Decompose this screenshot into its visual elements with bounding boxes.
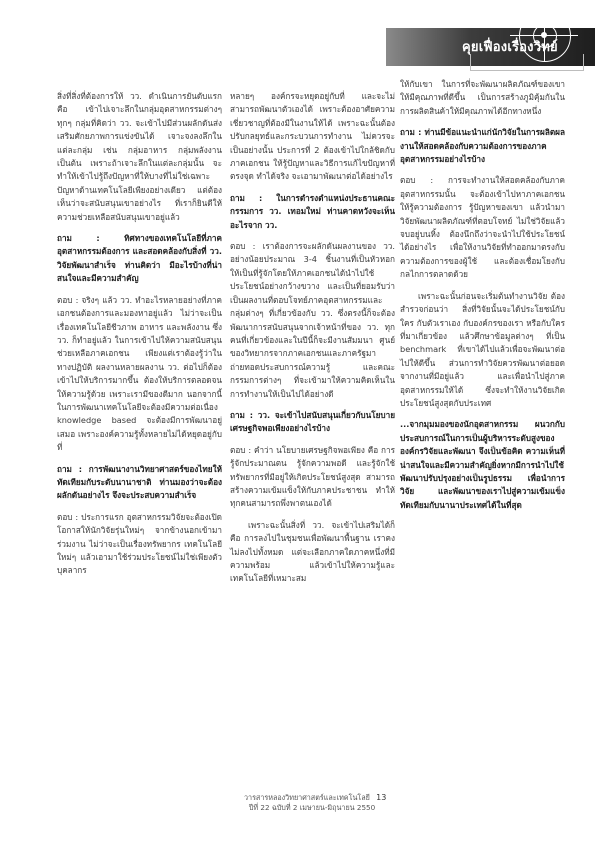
section-title: คุยเฟื่องเรื่องวิทย์ <box>462 40 558 55</box>
journal-title-line <box>244 793 387 803</box>
interview-answer: ตอบ : การจะทำงานให้สอดคล้องกับภาคอุตสาหกรรมนั้น จะต้องเข้าไปหาภาคเอกชน ให้รู้ความต้องการ รู้ปัญหาของเขา แล้วนำมาวิจัยพัฒนาผลิตภัณฑ์ที่ตอบโจทย์ ไม่ใช่วิจัยแล้วจบอยู่บนหิ้ง ต้องนึกถึงว่าจะนำไปใช้ประโยชน์ได้อย่างไร เพื่อให้งานวิจัยที่ทำออกมาตรงกับความต้องการของผู้ใช้ และต้องเชื่อมโยงกับกลไกการตลาดด้วย <box>400 175 565 280</box>
interview-answer: ตอบ : เราต้องการจะผลักดันผลงานของ วว. อย่างน้อยประมาณ 3-4 ชิ้นงานที่เป็นหัวหอก ให้เป็นที่รู้จักโดยให้ภาคเอกชนได้นำไปใช้ประโยชน์อย่างกว้างขวาง และเป็นที่ยอมรับว่าเป็นผลงานที่ตอบโจทย์ภาคอุตสาหกรรมและกลุ่มต่างๆ ที่เกี่ยวข้องกับ วว. ซึ่งตรงนี้ก็จะต้องพัฒนาการสนับสนุนจากเจ้าหน้าที่ของ วว. ทุกคนที่เกี่ยวข้องและในปีนี้ก็จะมีงานสัมมนา ศูนย์ของวิทยากรจากภาคเอกชนและภาครัฐมาถ่ายทอดประสบการณ์ความรู้ และคณะกรรมการต่างๆ ที่จะเข้ามาให้ความคิดเห็นในการทำงานให้เป็นไปได้อย่างดี <box>230 241 395 399</box>
interview-question: ถาม : วว. จะเข้าไปสนับสนุนเกี่ยวกับนโยบายเศรษฐกิจพอเพียงอย่างไรบ้าง <box>230 409 395 434</box>
interview-answer: ตอบ : ประการแรก อุตสาหกรรมวิจัยจะต้องเปิดโอกาสให้นักวิจัยรุ่นใหม่ๆ จากข้างนอกเข้ามาร่วมงาน ไม่ว่าจะเป็นเรื่องทรัพยากร เทคโนโลยีใหม่ๆ แล้วเอามาใช้ร่วมประโยชน์ไม่ใช่เพียงตัวบุคลากร <box>57 511 222 576</box>
interview-question: ถาม : ในการดำรงตำแหน่งประธานคณะกรรมการ วว. เทอมใหม่ ท่านคาดหวังจะเห็นอะไรจาก วว. <box>230 192 395 230</box>
body-paragraph: เพราะฉะนั้นก่อนจะเริ่มต้นทำงานวิจัย ต้องสำรวจก่อนว่า สิ่งที่วิจัยนั้นจะได้ประโยชน์กับใคร กับตัวเราเอง กับองค์กรของเรา หรือกับใคร ที่มาเกี่ยวข้อง แล้วศึกษาข้อมูลต่างๆ ที่เป็น benchmark ที่เขาได้ไปแล้วเพื่อจะพัฒนาต่อไปให้ดีขึ้น ส่วนการทำวิจัยควรพัฒนาต่อยอดจากงานที่มีอยู่แล้ว และเพื่อนำไปสู่ภาคอุตสาหกรรมให้ได้ ซึ่งจะทำให้งานวิจัยเกิดประโยชน์สูงสุดกับประเทศ <box>400 290 565 408</box>
article-column-3 <box>400 78 565 520</box>
interview-question: ถาม : ท่านมีข้อแนะนำแก่นักวิจัยในการผลิตผลงานให้สอดคล้องกับความต้องการของภาคอุตสาหกรรมอย่างไรบ้าง <box>400 127 565 165</box>
page-footer <box>244 793 387 813</box>
article-column-1 <box>57 90 222 586</box>
closing-statement: ...จากมุมมองของนักอุตสาหกรรม ผนวกกับประสบการณ์ในการเป็นผู้บริหารระดับสูงขององค์กรวิจัยและพัฒนา จึงเป็นข้อคิด ความเห็นที่น่าสนใจและมีความสำคัญยิ่งหากมีการนำไปใช้พัฒนาปรับปรุงอย่างเป็นรูปธรรม เพื่อนำการวิจัย และพัฒนาของเราไปสู่ความเข้มแข็ง ทัดเทียมกับนานาประเทศได้ในที่สุด <box>400 419 565 510</box>
journal-name: วารสารหลองวิทยาศาสตร์และเทคโนโลยี <box>244 793 370 802</box>
interview-question: ถาม : การพัฒนางานวิทยาศาสตร์ของไทยให้ทัดเทียมกับระดับนานาชาติ ท่านมองว่าจะต้องผลักดันอย่างไร จึงจะประสบความสำเร็จ <box>57 463 222 501</box>
interview-answer: ตอบ : จริงๆ แล้ว วว. ทำอะไรหลายอย่างที่ภาคเอกชนต้องการและมองหาอยู่แล้ว ไม่ว่าจะเป็นเรื่องเทคโนโลยีชีวภาพ อาหาร และพลังงาน ซึ่ง วว. ก็ทำอยู่แล้ว ในการเข้าไปให้ความสนับสนุนช่วยเหลือภาคเอกชน เพียงแต่เราต้องรู้ว่าในทางปฏิบัติ ผลงานหลายผลงาน วว. ต่อไปก็ต้องเข้าไปให้บริการมากขึ้น ต้องให้บริการตลอดจนให้ความรู้ด้วย เพราะเรามีของดีมาก นอกจากนี้ในการพัฒนาเทคโนโลยีจะต้องมีความต่อเนื่อง knowledge based จะต้องมีการพัฒนาอยู่เสมอ เพราะองค์ความรู้ทั้งหลายไม่ได้หยุดอยู่กับที่ <box>57 294 222 453</box>
issue-info: ปีที่ 22 ฉบับที่ 2 เมษายน-มิถุนายน 2550 <box>248 803 376 812</box>
article-column-2 <box>230 90 395 594</box>
interview-answer: ตอบ : คำว่า นโยบายเศรษฐกิจพอเพียง คือ การรู้จักประมาณตน รู้จักความพอดี และรู้จักใช้ทรัพยากรที่มีอยู่ให้เกิดประโยชน์สูงสุด สามารถสร้างความเข้มแข็งให้กับภาคประชาชน ทำให้ทุกคนสามารถพึ่งพาตนเองได้ <box>230 444 395 509</box>
interview-question: ถาม : ทิศทางของเทคโนโลยีที่ภาคอุตสาหกรรมต้องการ และสอดคล้องกับสิ่งที่ วว. วิจัยพัฒนาสำเร็จ ท่านคิดว่า มีอะไรบ้างที่น่าสนใจและมีความสำคัญ <box>57 233 222 284</box>
body-paragraph: สิ่งที่สิ่งที่ต้องการให้ วว. ดำเนินการยันดับแรกคือ เข้าไปเจาะลึกในกลุ่มอุตสาหกรรมต่างๆ ทุกๆ กลุ่มที่คิดว่า วว. จะเข้าไปมีส่วนผลักดันส่งเสริมศักยภาพการแข่งขันได้ เจาะจงลงลึกในแต่ละกลุ่ม เช่น กลุ่มอาหาร กลุ่มพลังงาน เป็นต้น เพราะถ้าเจาะลึกในแต่ละกลุ่มนั้น จะทำให้เข้าไปรู้ถึงปัญหาที่ให้บางที่ไม่ใช่เฉพาะปัญหาด้านเทคโนโลยีเพียงอย่างเดียว แต่ต้องเห็นว่าจะสนับสนุนเขาอย่างไร ที่เราก็ยินดีให้ความช่วยเหลือสนับสนุนเขาอยู่แล้ว <box>57 91 222 222</box>
page-number: 13 <box>376 793 387 802</box>
body-paragraph: หลายๆ องค์กรจะหยุดอยู่กับที่ และจะไม่สามารถพัฒนาตัวเองได้ เพราะต้องอาศัยความเชี่ยวชาญที่ต้องมีในงานให้ได้ เพราะฉะนั้นต้องปรับกลยุทธ์และกระบวนการทำงาน ไม่ควรจะเป็นอย่างนั้น ประการที่ 2 ต้องเข้าไปใกล้ชิดกับภาคเอกชน ให้รู้ปัญหาและวิธีการแก้ไขปัญหาที่ตรงจุด ทำได้จริง จะเอามาพัฒนาต่อได้อย่างไร <box>230 91 395 182</box>
body-paragraph: เพราะฉะนั้นสิ่งที่ วว. จะเข้าไปเสริมได้ก็คือ การลงไปในชุมชนเพื่อพัฒนาพื้นฐาน เราคงไม่ลงไปทั้งหมด แต่จะเลือกภาคใดภาคหนึ่งที่มีความพร้อม แล้วเข้าไปให้ความรู้และเทคโนโลยีที่เหมาะสม <box>230 519 395 584</box>
body-paragraph: ให้กับเขา ในการที่จะพัฒนาผลิตภัณฑ์ของเขาให้มีคุณภาพที่ดีขึ้น เป็นการสร้างภูมิคุ้มกันในการผลิตสินค้าให้มีคุณภาพได้อีกทางหนึ่ง <box>400 79 565 116</box>
